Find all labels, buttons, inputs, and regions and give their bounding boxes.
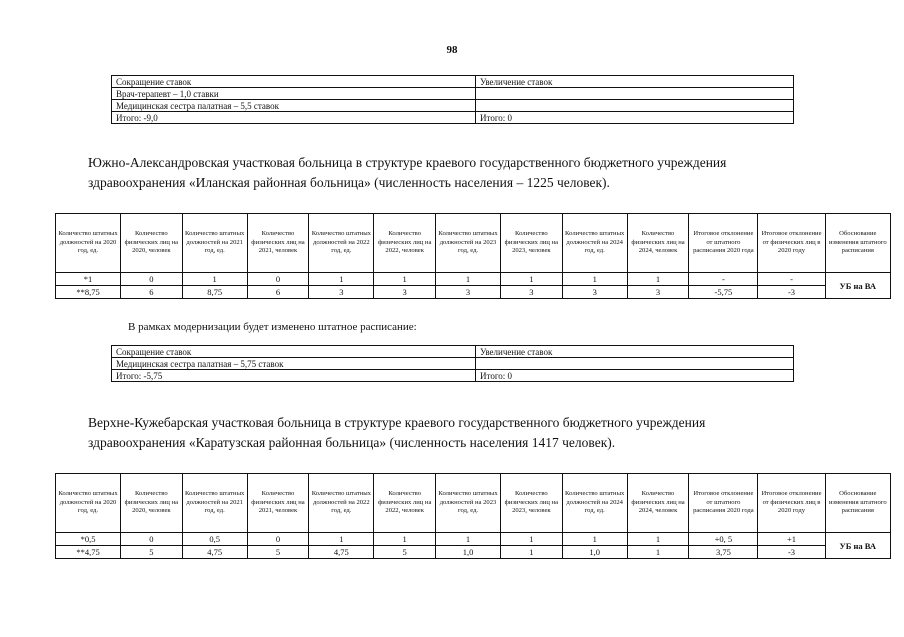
table-cell: 1 xyxy=(562,273,627,286)
table-cell: 4,75 xyxy=(309,546,374,559)
table-cell: 8,75 xyxy=(182,286,247,299)
col-header: Количество физических лиц на 2022, человек xyxy=(374,474,436,533)
table-cell: 3 xyxy=(309,286,374,299)
col-header: Количество физических лиц на 2021, человек xyxy=(247,474,309,533)
staff-change-table-2 xyxy=(111,345,794,382)
table-cell: 0 xyxy=(121,273,183,286)
table-cell: 1 xyxy=(627,546,689,559)
table-cell: 0 xyxy=(121,533,183,546)
table-cell: **8,75 xyxy=(56,286,121,299)
increase-item-empty xyxy=(476,100,794,112)
col-header: Итоговое отклонение от физических лиц в 2020 году xyxy=(758,214,825,273)
reduction-header: Сокращение ставок xyxy=(112,76,476,88)
increase-item-empty xyxy=(476,358,794,370)
table-cell: 1 xyxy=(501,546,563,559)
table-cell: -3 xyxy=(758,286,825,299)
col-header: Обоснование изменения штатного расписания xyxy=(825,214,890,273)
increase-header: Увеличение ставок xyxy=(476,346,794,358)
col-header: Количество физических лиц на 2021, человек xyxy=(247,214,309,273)
col-header: Количество штатных должностей на 2022 год, ед. xyxy=(309,214,374,273)
table-cell: 4,75 xyxy=(182,546,247,559)
col-header: Количество штатных должностей на 2023 год, ед. xyxy=(436,474,501,533)
section-title-1 xyxy=(88,153,726,193)
section-title-1-line1: Южно-Александровская участковая больница в структуре краевого государственного бюджетного учреждения xyxy=(88,155,727,170)
increase-header: Увеличение ставок xyxy=(476,76,794,88)
table-cell: **4,75 xyxy=(56,546,121,559)
increase-item-empty xyxy=(476,88,794,100)
col-header: Количество штатных должностей на 2020 год, ед. xyxy=(56,474,121,533)
table-cell: 1 xyxy=(562,533,627,546)
col-header: Количество физических лиц на 2023, человек xyxy=(501,214,563,273)
table-cell: - xyxy=(758,273,825,286)
table-cell: 3 xyxy=(501,286,563,299)
col-header: Количество физических лиц на 2023, человек xyxy=(501,474,563,533)
col-header: Количество физических лиц на 2024, человек xyxy=(627,214,689,273)
table-cell: 3 xyxy=(374,286,436,299)
table-cell: 1 xyxy=(374,533,436,546)
table-cell: 1 xyxy=(436,533,501,546)
table-cell: 0 xyxy=(247,533,309,546)
modernization-note: В рамках модернизации будет изменено штатное расписание: xyxy=(128,321,417,333)
section-title-2-line2: здравоохранения «Каратузская районная больница» (численность населения 1417 человек). xyxy=(88,435,616,450)
col-header: Количество штатных должностей на 2021 год, ед. xyxy=(182,214,247,273)
col-header: Количество физических лиц на 2020, человек xyxy=(121,474,183,533)
table-cell: 6 xyxy=(121,286,183,299)
justification-cell: УБ на ВА xyxy=(825,273,890,299)
col-header: Итоговое отклонение от физических лиц в 2020 году xyxy=(758,474,825,533)
increase-total: Итого: 0 xyxy=(476,370,794,382)
table-cell: 0 xyxy=(247,273,309,286)
table-cell: *0,5 xyxy=(56,533,121,546)
col-header: Количество физических лиц на 2024, человек xyxy=(627,474,689,533)
reduction-total: Итого: -5,75 xyxy=(112,370,476,382)
table-cell: 1 xyxy=(501,533,563,546)
table-cell: 1 xyxy=(627,273,689,286)
justification-cell: УБ на ВА xyxy=(825,533,890,559)
table-cell: 6 xyxy=(247,286,309,299)
table-cell: 1,0 xyxy=(436,546,501,559)
section-title-1-line2: здравоохранения «Иланская районная больница» (численность населения – 1225 человек). xyxy=(88,175,610,190)
table-cell: 5 xyxy=(374,546,436,559)
col-header: Количество штатных должностей на 2023 год, ед. xyxy=(436,214,501,273)
section-title-2 xyxy=(88,413,705,453)
table-cell: *1 xyxy=(56,273,121,286)
table-cell: 1 xyxy=(627,533,689,546)
col-header: Количество физических лиц на 2022, человек xyxy=(374,214,436,273)
table-cell: 1 xyxy=(501,273,563,286)
col-header: Количество физических лиц на 2020, человек xyxy=(121,214,183,273)
col-header: Обоснование изменения штатного расписания xyxy=(825,474,890,533)
col-header: Количество штатных должностей на 2024 год, ед. xyxy=(562,474,627,533)
table-cell: 1 xyxy=(374,273,436,286)
section-title-2-line1: Верхне-Кужебарская участковая больница в структуре краевого государственного бюджетного учреждения xyxy=(88,415,706,430)
table-cell: -3 xyxy=(758,546,825,559)
reduction-total: Итого: -9,0 xyxy=(112,112,476,124)
staffing-table-2 xyxy=(55,473,891,559)
col-header: Количество штатных должностей на 2024 год, ед. xyxy=(562,214,627,273)
table-cell: 3 xyxy=(436,286,501,299)
col-header: Количество штатных должностей на 2022 год, ед. xyxy=(309,474,374,533)
col-header: Количество штатных должностей на 2021 год, ед. xyxy=(182,474,247,533)
table-cell: 0,5 xyxy=(182,533,247,546)
staff-change-table-1 xyxy=(111,75,794,124)
table-cell: - xyxy=(689,273,758,286)
col-header: Итоговое отклонение от штатного расписания 2020 года xyxy=(689,474,758,533)
reduction-item: Врач-терапевт – 1,0 ставки xyxy=(112,88,476,100)
table-cell: 3 xyxy=(562,286,627,299)
increase-total: Итого: 0 xyxy=(476,112,794,124)
table-cell: +1 xyxy=(758,533,825,546)
staffing-table-1 xyxy=(55,213,891,299)
reduction-item: Медицинская сестра палатная – 5,75 ставок xyxy=(112,358,476,370)
col-header: Количество штатных должностей на 2020 год, ед. xyxy=(56,214,121,273)
table-cell: 1,0 xyxy=(562,546,627,559)
table-cell: 1 xyxy=(182,273,247,286)
table-cell: 3 xyxy=(627,286,689,299)
page-number: 98 xyxy=(446,44,458,56)
table-cell: 1 xyxy=(309,533,374,546)
table-cell: 1 xyxy=(436,273,501,286)
reduction-header: Сокращение ставок xyxy=(112,346,476,358)
col-header: Итоговое отклонение от штатного расписания 2020 года xyxy=(689,214,758,273)
table-cell: -5,75 xyxy=(689,286,758,299)
table-cell: 5 xyxy=(121,546,183,559)
reduction-item: Медицинская сестра палатная – 5,5 ставок xyxy=(112,100,476,112)
table-cell: +0, 5 xyxy=(689,533,758,546)
table-cell: 5 xyxy=(247,546,309,559)
table-cell: 1 xyxy=(309,273,374,286)
table-cell: 3,75 xyxy=(689,546,758,559)
